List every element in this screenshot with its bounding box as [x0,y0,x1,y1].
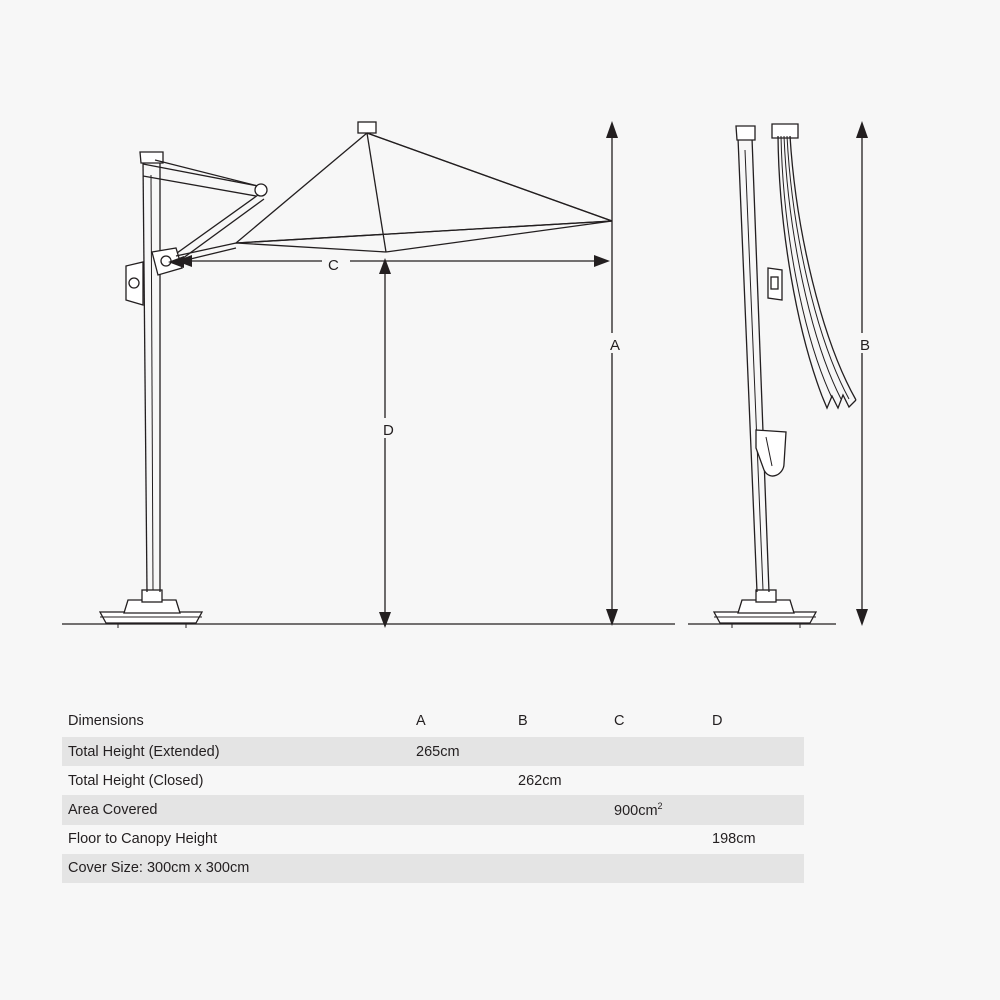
table-header-row [62,706,804,737]
row-value-b [512,854,608,883]
area-value: 900cm [614,802,658,819]
row-value-c [608,737,706,766]
dimension-marker-C [176,252,610,274]
column-header-a: A [416,712,426,729]
dimension-label-C: C [328,257,339,274]
table-row [62,766,804,795]
open-parasol-view [100,121,629,628]
table-row [62,825,804,854]
row-label: Total Height (Extended) [62,737,410,766]
row-value-d [706,854,804,883]
row-value-b [512,825,608,854]
row-label: Floor to Canopy Height [68,831,218,848]
canopy-hub-closed [756,430,786,476]
row-value-d [706,795,804,825]
column-header-b: B [518,712,528,729]
row-value-c [608,825,706,854]
table-row [62,795,804,825]
row-value-a [410,854,512,883]
base-plate-closed [714,590,816,628]
column-header-dimensions: Dimensions [68,712,144,729]
row-value-a [410,766,512,795]
row-value-a: 265cm [410,737,512,766]
column-header-d: D [712,712,723,729]
mast [126,152,163,592]
row-label: Total Height (Closed) [68,772,204,789]
dimension-label-A: A [610,337,621,354]
row-value-c [608,854,706,883]
dimension-label-B: B [860,337,871,354]
row-value-d [706,737,804,766]
dimensions-table [62,706,804,883]
dimension-marker-A [603,121,629,626]
row-value-b [512,795,608,825]
closed-parasol-view [714,121,879,628]
row-value-c [608,766,706,795]
row-label: Area Covered [62,795,410,825]
row-value-b [512,737,608,766]
area-exponent: 2 [657,801,663,811]
row-value-a [410,795,512,825]
dimension-marker-D [376,258,402,628]
table-row [62,737,804,766]
row-value-c [608,795,706,825]
table-row [62,854,804,883]
mast-closed [736,126,782,592]
support-arm [143,160,267,264]
base-plate [100,590,202,628]
column-header-c: C [614,712,625,729]
dimension-marker-B [853,121,879,626]
row-label: Cover Size: 300cm x 300cm [62,854,410,883]
canopy [176,122,612,262]
row-value-d: 198cm [712,831,756,848]
dimension-label-D: D [383,422,394,439]
folded-canopy [772,124,856,408]
row-value-d [706,766,804,795]
row-value-a [410,825,512,854]
row-value-b: 262cm [518,772,562,789]
